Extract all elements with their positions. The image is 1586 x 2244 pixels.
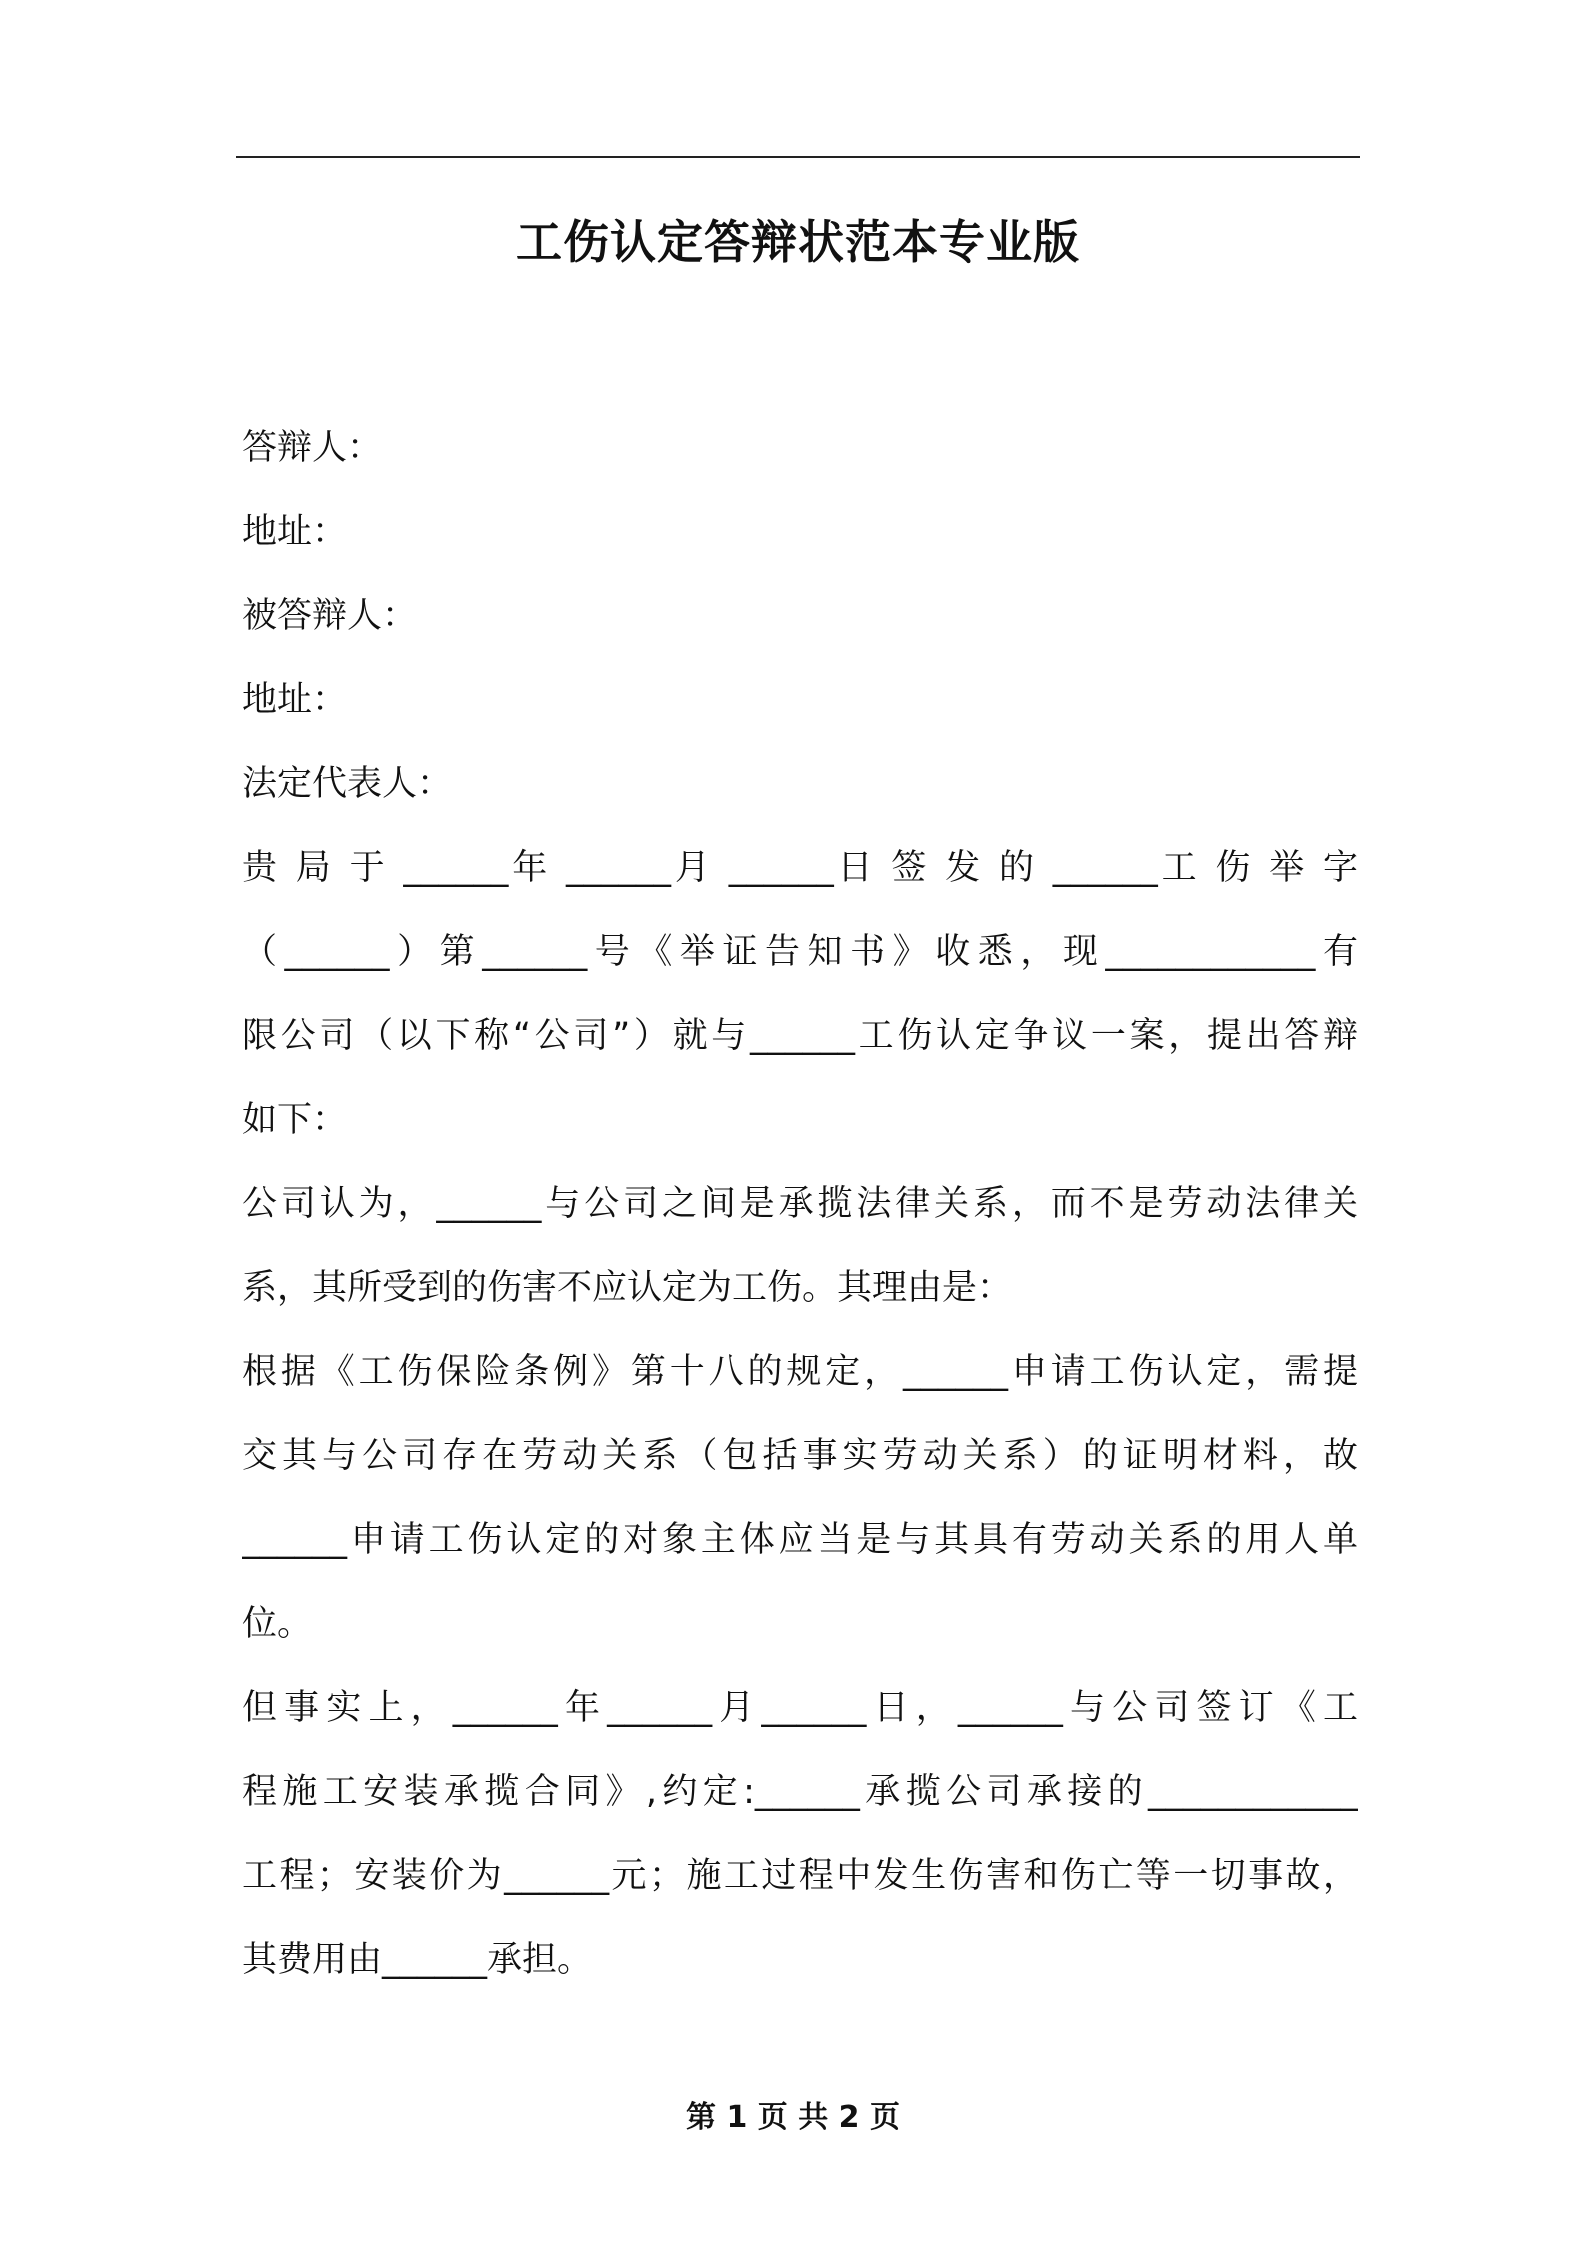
respondent-line: 答辩人： (242, 428, 383, 468)
paragraph-line: 系，其所受到的伤害不应认定为工伤。其理由是： (242, 1268, 1013, 1308)
legal-representative-line: 法定代表人： (242, 764, 453, 804)
paragraph-line: （______）第______号《举证告知书》收悉，现____________有 (242, 932, 1358, 972)
paragraph-line: 交其与公司存在劳动关系（包括事实劳动关系）的证明材料，故 (242, 1436, 1358, 1476)
paragraph-line: 工程；安装价为______元；施工过程中发生伤害和伤亡等一切事故， (242, 1856, 1358, 1896)
claimant-line: 被答辩人： (242, 596, 418, 636)
paragraph-line: 公司认为，______与公司之间是承揽法律关系，而不是劳动法律关 (242, 1184, 1358, 1224)
header-divider (236, 156, 1360, 158)
paragraph-line: 程施工安装承揽合同》,约定:______承揽公司承接的____________ (242, 1772, 1358, 1812)
paragraph-line: 贵 局 于 ______年 ______月 ______日 签 发 的 ______工 伤 举 字 (242, 848, 1358, 888)
paragraph-line: 限公司（以下称“公司”）就与______工伤认定争议一案，提出答辩 (242, 1016, 1358, 1056)
paragraph-line: 但事实上，______年______月______日，______与公司签订《工 (242, 1688, 1358, 1728)
document-title: 工伤认定答辩状范本专业版 (516, 215, 1080, 269)
claimant-address-line: 地址： (242, 680, 348, 720)
respondent-address-line: 地址： (242, 512, 348, 552)
paragraph-line: 根据《工伤保险条例》第十八的规定，______申请工伤认定，需提 (242, 1352, 1358, 1392)
paragraph-line: 位。 (242, 1604, 313, 1644)
page-number: 第 1 页 共 2 页 (686, 2100, 900, 2135)
paragraph-line: ______申请工伤认定的对象主体应当是与其具有劳动关系的用人单 (242, 1520, 1358, 1560)
document-body (242, 406, 1358, 2002)
paragraph-line: 如下： (242, 1100, 348, 1140)
paragraph-line: 其费用由______承担。 (242, 1940, 593, 1980)
